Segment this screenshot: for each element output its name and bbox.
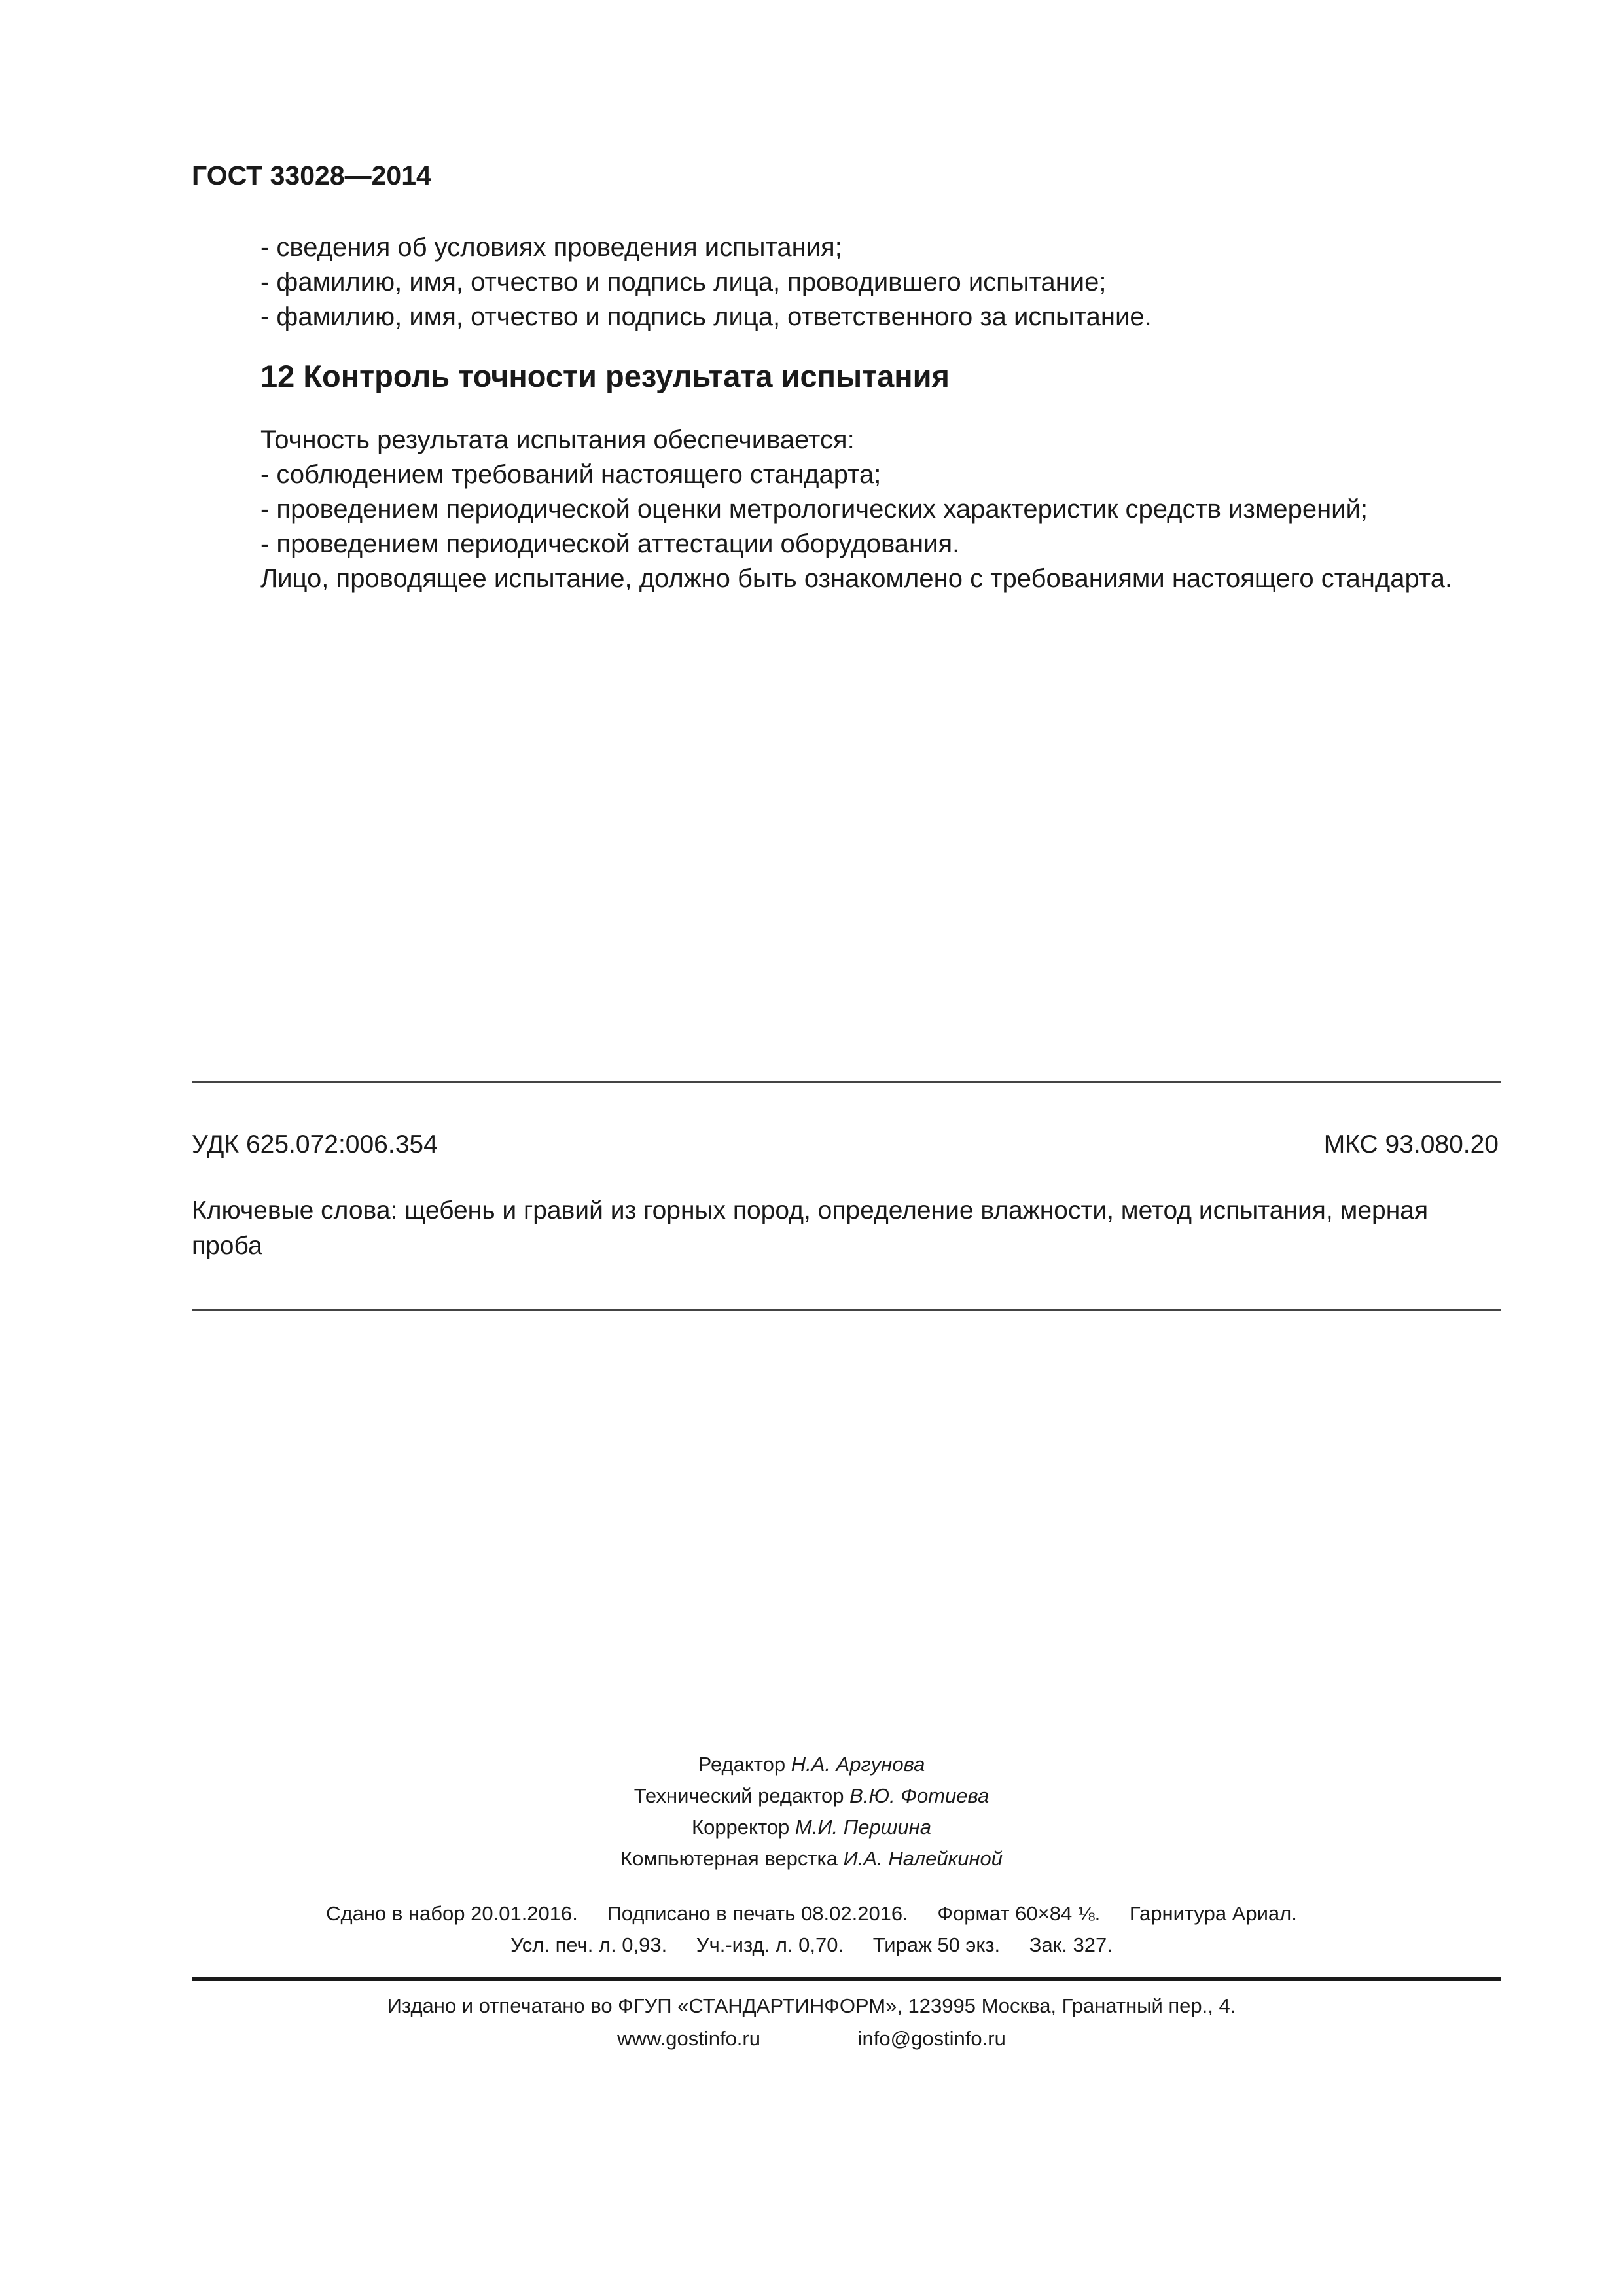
udk-code: УДК 625.072:006.354 bbox=[192, 1130, 438, 1158]
divider bbox=[192, 1977, 1501, 1981]
publisher-links bbox=[0, 2022, 1623, 2055]
credit-name: М.И. Першина bbox=[794, 1816, 931, 1839]
mks-code: МКС 93.080.20 bbox=[1323, 1130, 1499, 1158]
website-link[interactable]: www.gostinfo.ru bbox=[617, 2027, 760, 2050]
credit-role: Компьютерная верстка bbox=[620, 1847, 844, 1870]
circulation: Тираж 50 экз. bbox=[872, 1933, 1001, 1956]
signed-date: Подписано в печать 08.02.2016. bbox=[607, 1902, 908, 1925]
credit-name: И.А. Налейкиной bbox=[843, 1847, 1003, 1870]
credit-name: Н.А. Аргунова bbox=[791, 1753, 925, 1776]
publisher-block bbox=[0, 1990, 1623, 2055]
credits-block bbox=[0, 1749, 1623, 1874]
credit-name: В.Ю. Фотиева bbox=[849, 1784, 990, 1807]
document-code: ГОСТ 33028—2014 bbox=[192, 160, 431, 190]
order-number: Зак. 327. bbox=[1029, 1933, 1113, 1956]
list-item: - проведением периодической оценки метрологических характеристик средств измерений; bbox=[260, 495, 1368, 524]
result-record-list bbox=[260, 230, 1152, 334]
paragraph-line: Лицо, проводящее испытание, должно быть ознакомлено с требованиями настоящего стандарта. bbox=[260, 564, 1453, 593]
print-info bbox=[0, 1898, 1623, 1961]
printed-sheets: Усл. печ. л. 0,93. bbox=[510, 1933, 668, 1956]
publisher-sheets: Уч.-изд. л. 0,70. bbox=[696, 1933, 844, 1956]
list-item: - соблюдением требований настоящего стандарта; bbox=[260, 460, 882, 489]
credit-role: Редактор bbox=[698, 1753, 791, 1776]
credit-line bbox=[0, 1843, 1623, 1874]
credit-line bbox=[0, 1812, 1623, 1843]
section-heading: 12 Контроль точности результата испытания bbox=[260, 359, 950, 393]
credit-role: Корректор bbox=[692, 1816, 795, 1839]
divider bbox=[192, 1081, 1501, 1083]
typeface: Гарнитура Ариал. bbox=[1129, 1902, 1297, 1925]
divider bbox=[192, 1309, 1501, 1311]
typeset-date: Сдано в набор 20.01.2016. bbox=[326, 1902, 578, 1925]
list-item: - фамилию, имя, отчество и подпись лица, проводившего испытание; bbox=[260, 268, 1107, 296]
print-info-line bbox=[0, 1929, 1623, 1961]
print-info-line bbox=[0, 1898, 1623, 1929]
credit-role: Технический редактор bbox=[633, 1784, 850, 1807]
keywords: Ключевые слова: щебень и гравий из горных пород, определение влажности, метод испытания, мерная проба bbox=[192, 1196, 1429, 1260]
section-body bbox=[260, 423, 1452, 596]
list-item: - сведения об условиях проведения испытания; bbox=[260, 233, 842, 262]
credit-line bbox=[0, 1749, 1623, 1780]
list-item: - проведением периодической аттестации оборудования. bbox=[260, 529, 960, 558]
credit-line bbox=[0, 1780, 1623, 1812]
format: Формат 60×84 ⅛. bbox=[937, 1902, 1101, 1925]
email-link[interactable]: info@gostinfo.ru bbox=[857, 2027, 1006, 2050]
publisher-line: Издано и отпечатано во ФГУП «СТАНДАРТИНФОРМ», 123995 Москва, Гранатный пер., 4. bbox=[387, 1994, 1236, 2017]
list-item: - фамилию, имя, отчество и подпись лица, ответственного за испытание. bbox=[260, 302, 1152, 331]
paragraph-line: Точность результата испытания обеспечивается: bbox=[260, 425, 855, 454]
